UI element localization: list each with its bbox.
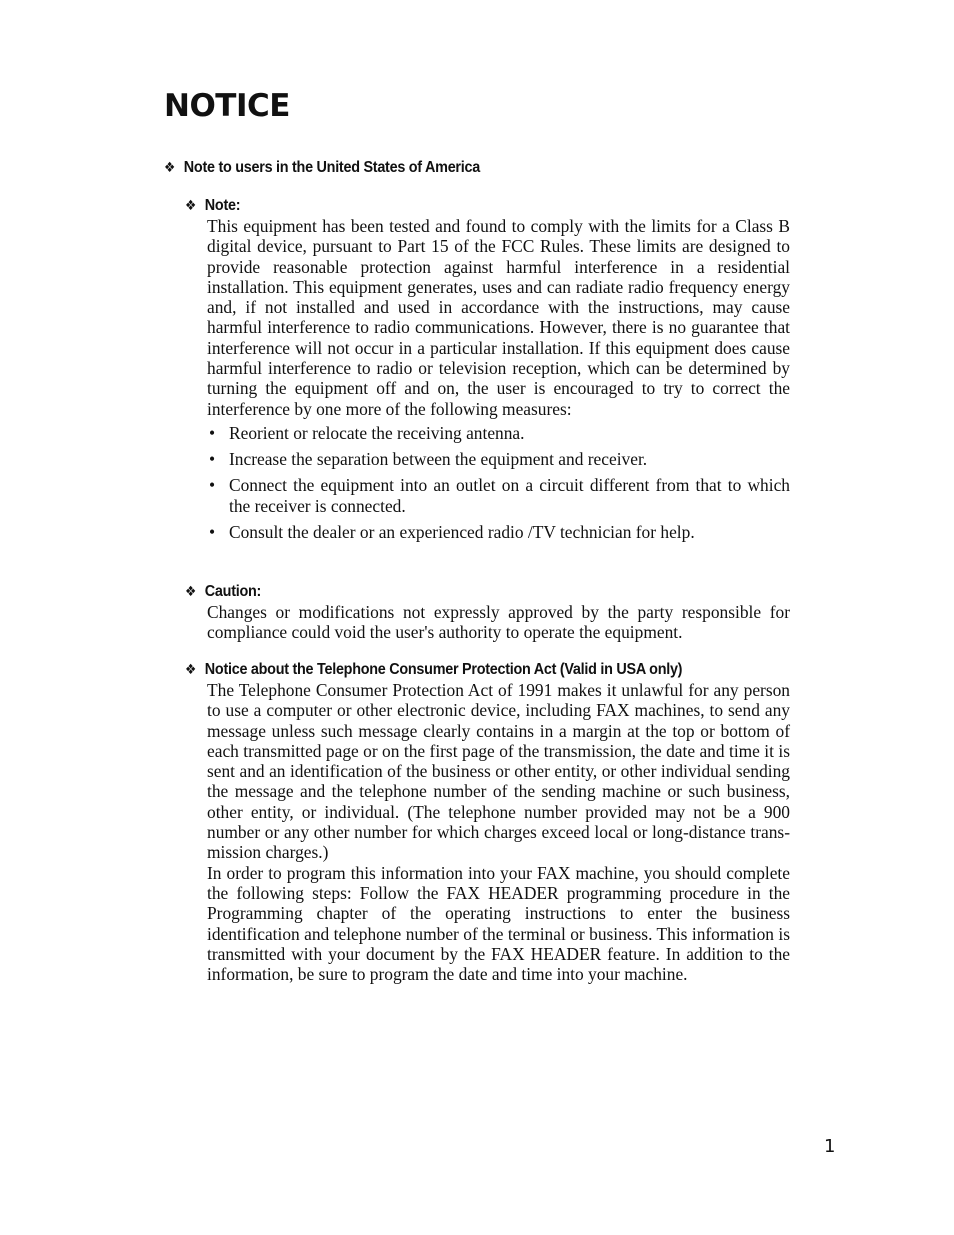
list-item — [207, 449, 790, 470]
note-section — [185, 196, 790, 548]
list-item-text: Consult the dealer or an experienced radio /TV technician for help. — [229, 521, 695, 542]
bullet-icon: • — [209, 521, 216, 542]
diamond-bullet-icon: ❖ — [185, 662, 197, 678]
bullet-icon: • — [209, 422, 216, 443]
note-heading-text: Note: — [204, 197, 241, 214]
list-item-text: Increase the separation between the equipment and receiver. — [229, 448, 648, 469]
list-item-text: Connect the equipment into an outlet on a circuit different from that to which the receiver is connected. — [229, 474, 790, 516]
diamond-bullet-icon: ❖ — [185, 198, 197, 214]
tcpa-body-paragraph-2: In order to program this information into your FAX machine, you should complete the following steps: Follow the FAX HEADER programming procedure in the Programming chapter of the operating instructions to enter the business identification and telephone number of the terminal or business. This information is transmitted with your document by the FAX HEADER feature. In addition to the information, be sure to program the date and time into your machine. — [207, 862, 790, 985]
list-item — [207, 475, 790, 517]
diamond-bullet-icon: ❖ — [164, 160, 176, 176]
list-item-text: Reorient or relocate the receiving antenna. — [229, 422, 525, 443]
caution-section — [185, 582, 790, 643]
list-item — [207, 522, 790, 543]
section-us-users — [164, 158, 515, 178]
page-title: NOTICE — [164, 88, 290, 124]
note-heading — [185, 196, 730, 216]
caution-body: Changes or modifications not expressly approved by the party responsible for compliance could void the user's authority to operate the equipment. — [207, 602, 790, 643]
bullet-icon: • — [209, 448, 216, 469]
diamond-bullet-icon: ❖ — [185, 584, 197, 600]
note-body: This equipment has been tested and found to comply with the limits for a Class B digital device, pursuant to Part 15 of the FCC Rules. These limits are designed to provide reasonable protection against harmful interference in a residential installation. This equipment generates, uses and can radiate radio frequency energy and, if not installed and used in accordance with the instructions, may cause harmful interference to radio communications. However, there is no guarantee that interference will not occur in a particular installation. If this equipment does cause harmful interference to radio or television reception, which can be determined by turning the equipment off and on, the user is encouraged to try to correct the interference by one more of the following measures: — [207, 216, 790, 419]
bullet-icon: • — [209, 474, 216, 495]
caution-heading-text: Caution: — [204, 583, 262, 600]
tcpa-body-paragraph-1: The Telephone Consumer Protection Act of 1991 makes it unlawful for any person to use a computer or other electronic device, including FAX machines, to send any message unless such message clearly contains in a margin at the top or bottom of each transmitted page or on the first page of the transmission, the date and time it is sent and an identification of the business or other entity, or other individual sending the message and the telephone number of the sending machine or such business, other entity, or individual. (The telephone number provided may not be a 900 number or any other number for which charges exceed local or long-distance transmission charges.) — [207, 680, 790, 863]
tcpa-heading — [185, 660, 730, 680]
list-item — [207, 423, 790, 444]
measures-list — [207, 423, 790, 543]
section-heading-us-users-text: Note to users in the United States of America — [183, 159, 480, 176]
tcpa-heading-text: Notice about the Telephone Consumer Protection Act (Valid in USA only) — [204, 661, 683, 678]
caution-heading — [185, 582, 730, 602]
tcpa-section — [185, 660, 790, 984]
page-number: 1 — [824, 1136, 836, 1157]
section-heading-us-users — [164, 158, 480, 178]
